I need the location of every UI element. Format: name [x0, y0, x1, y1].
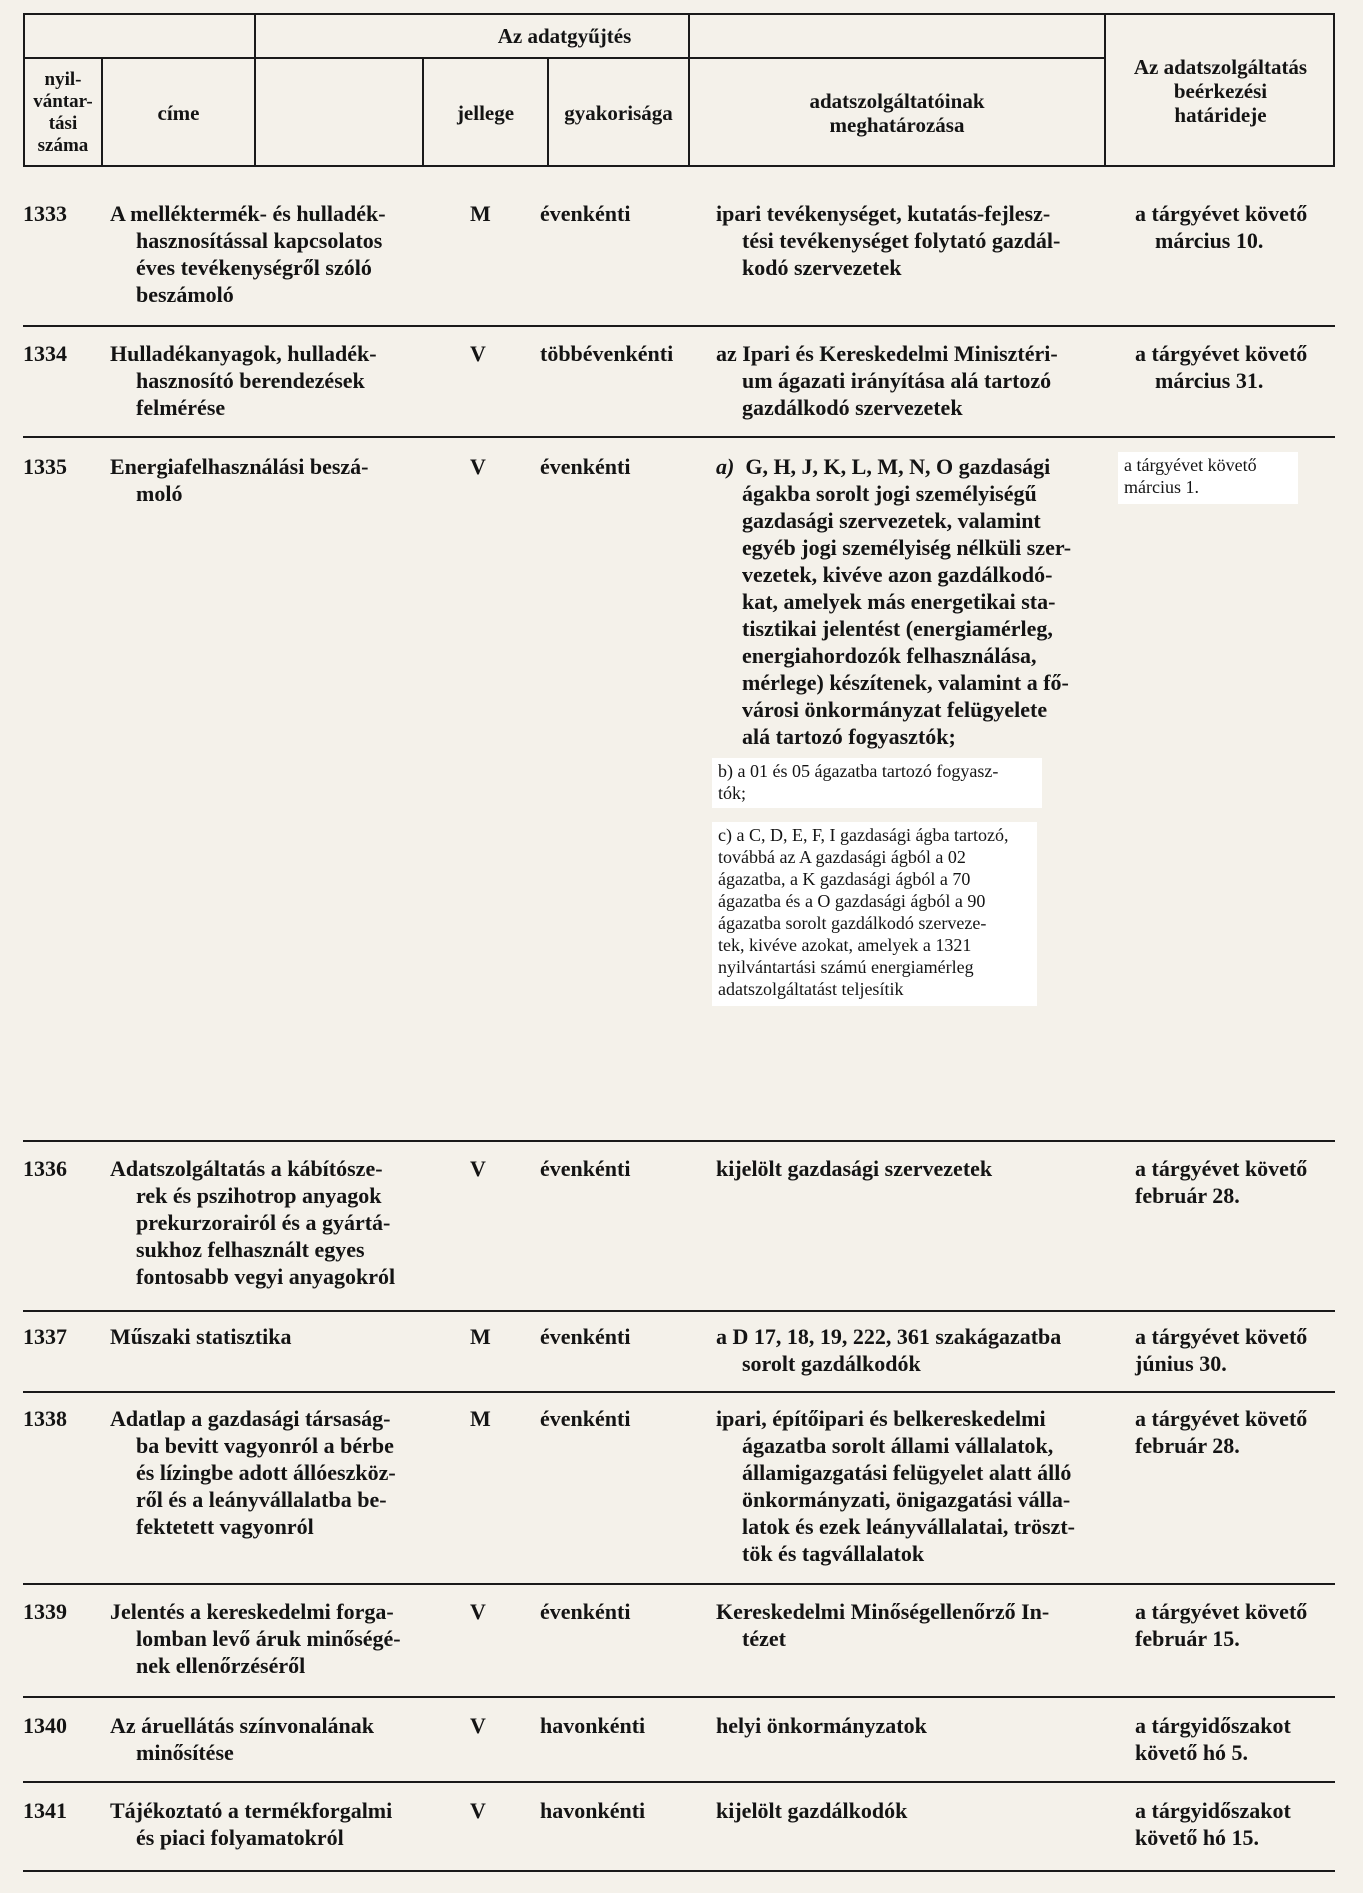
header-frequency: gyakorisága [564, 101, 673, 125]
row-number: 1334 [23, 341, 67, 366]
row-frequency: évenkénti [540, 1324, 631, 1349]
row-deadline: a tárgyévet követő február 28. [1135, 1156, 1308, 1208]
row-frequency: évenkénti [540, 1406, 631, 1431]
header-collection: Az adatgyűjtés [497, 24, 632, 48]
row-nature: V [470, 341, 486, 366]
row-frequency: többévenkénti [540, 341, 674, 366]
row-nature: V [470, 1156, 486, 1181]
header-deadline: Az adatszolgáltatás beérkezési határideje [1133, 55, 1308, 127]
row-number: 1341 [23, 1798, 67, 1823]
row-providers: a D 17, 18, 19, 222, 361 szakágazatba sorolt gazdálkodók [716, 1324, 1062, 1376]
row-title: Tájékoztató a termékforgalmi és piaci folyamatokról [110, 1798, 393, 1850]
row-frequency: évenkénti [540, 1156, 631, 1181]
row-number: 1335 [23, 454, 67, 479]
row-divider [23, 1583, 1335, 1585]
row-number: 1337 [23, 1324, 67, 1349]
row-title: A melléktermék- és hulladék- hasznosítással kapcsolatos éves tevékenységről szóló beszámoló [110, 201, 386, 307]
header-reg-number: nyil- vántar- tási száma [33, 69, 93, 156]
row-title: Hulladékanyagok, hulladék- hasznosító berendezések felmérése [110, 341, 377, 420]
header-providers: adatszolgáltatóinak meghatározása [809, 89, 985, 137]
row-nature: M [470, 1324, 491, 1349]
row-divider [23, 436, 1335, 438]
row-divider [23, 1310, 1335, 1312]
row-title: Jelentés a kereskedelmi forga- lomban levő áruk minőségé- nek ellenőrzéséről [110, 1599, 401, 1678]
row-deadline: a tárgyévet követő március 31. [1135, 341, 1308, 393]
row-nature: V [470, 1599, 486, 1624]
row-number: 1340 [23, 1713, 67, 1738]
row-providers: kijelölt gazdasági szervezetek [716, 1156, 993, 1181]
row-frequency: havonkénti [540, 1798, 646, 1823]
row-number: 1339 [23, 1599, 67, 1624]
header-title: címe [157, 101, 200, 125]
row-divider [23, 1140, 1335, 1142]
row-number: 1336 [23, 1156, 67, 1181]
row-divider [23, 325, 1335, 327]
row-providers: a) G, H, J, K, L, M, N, O gazdasági ágakba sorolt jogi személyiségű gazdasági szervezetek, valamint egyéb jogi személyiség nélküli szer- vezetek, kivéve azon gazdálkodó- kat, amelyek más energetikai sta- tisztikai jelentést (energiamérleg, energiahordozók felhasználása, mérlege) készítenek, valamint a fő- városi önkormányzat felügyelete alá tartozó fogyasztók; [716, 454, 1072, 749]
row-nature: V [470, 1713, 486, 1738]
row-nature: M [470, 1406, 491, 1431]
row-nature: V [470, 1798, 486, 1823]
row-frequency: évenkénti [540, 201, 631, 226]
table-header [23, 13, 1335, 167]
providers-b-pasted: b) a 01 és 05 ágazatba tartozó fogyasz- tók; [712, 758, 1042, 808]
row-deadline: a tárgyidőszakot követő hó 5. [1135, 1713, 1291, 1765]
row-providers: ipari tevékenységet, kutatás-fejlesz- tési tevékenységet folytató gazdál- kodó szervezetek [716, 201, 1061, 280]
row-title: Adatszolgáltatás a kábítósze- rek és pszihotrop anyagok prekurzorairól és a gyártá- sukhoz felhasznált egyes fontosabb vegyi anyagokról [110, 1156, 396, 1289]
row-deadline: a tárgyidőszakot követő hó 15. [1135, 1798, 1291, 1850]
row-frequency: évenkénti [540, 1599, 631, 1624]
row-providers: Kereskedelmi Minőségellenőrző In- tézet [716, 1599, 1050, 1651]
row-providers: kijelölt gazdálkodók [716, 1798, 908, 1823]
row-divider [23, 1391, 1335, 1393]
row-title: Adatlap a gazdasági társaság- ba bevitt vagyonról a bérbe és lízingbe adott állóeszköz- ről és a leányvállalatba be- fektetett vagyonról [110, 1406, 396, 1539]
row-deadline: a tárgyévet követő március 10. [1135, 201, 1308, 253]
row-frequency: évenkénti [540, 454, 631, 479]
row-nature: M [470, 201, 491, 226]
row-number: 1333 [23, 201, 67, 226]
row-divider [23, 1870, 1335, 1872]
row-divider [23, 1696, 1335, 1698]
row-title: Műszaki statisztika [110, 1324, 292, 1349]
providers-a-label: a) [716, 454, 735, 479]
row-divider [23, 1781, 1335, 1783]
row-nature: V [470, 454, 486, 479]
row-providers: ipari, építőipari és belkereskedelmi ágazatba sorolt állami vállalatok, államigazgatási felügyelet alatt álló önkormányzati, önigazgatási válla- latok és ezek leányvállalatai, tröszt- tök és tagvállalatok [716, 1406, 1075, 1566]
row-deadline: a tárgyévet követő június 30. [1135, 1324, 1308, 1376]
providers-c-pasted: c) a C, D, E, F, I gazdasági ágba tartozó, továbbá az A gazdasági ágból a 02 ágazatba, a K gazdasági ágból a 70 ágazatba és a O gazdasági ágból a 90 ágazatba sorolt gazdálkodó szerveze- tek, kivéve azokat, amelyek a 1321 nyilvántartási számú energiamérleg adatszolgáltatást teljesítik [712, 822, 1037, 1006]
row-providers: helyi önkormányzatok [716, 1713, 927, 1738]
row-providers: az Ipari és Kereskedelmi Minisztéri- um ágazati irányítása alá tartozó gazdálkodó szervezetek [716, 341, 1058, 420]
row-frequency: havonkénti [540, 1713, 646, 1738]
row-title: Energiafelhasználási beszá- moló [110, 454, 369, 506]
header-nature: jellege [456, 101, 515, 125]
row-deadline: a tárgyévet követő február 28. [1135, 1406, 1308, 1458]
row-number: 1338 [23, 1406, 67, 1431]
row-title: Az áruellátás színvonalának minősítése [110, 1713, 375, 1765]
row-deadline: a tárgyévet követő február 15. [1135, 1599, 1308, 1651]
row-deadline-pasted: a tárgyévet követő március 1. [1118, 452, 1298, 504]
